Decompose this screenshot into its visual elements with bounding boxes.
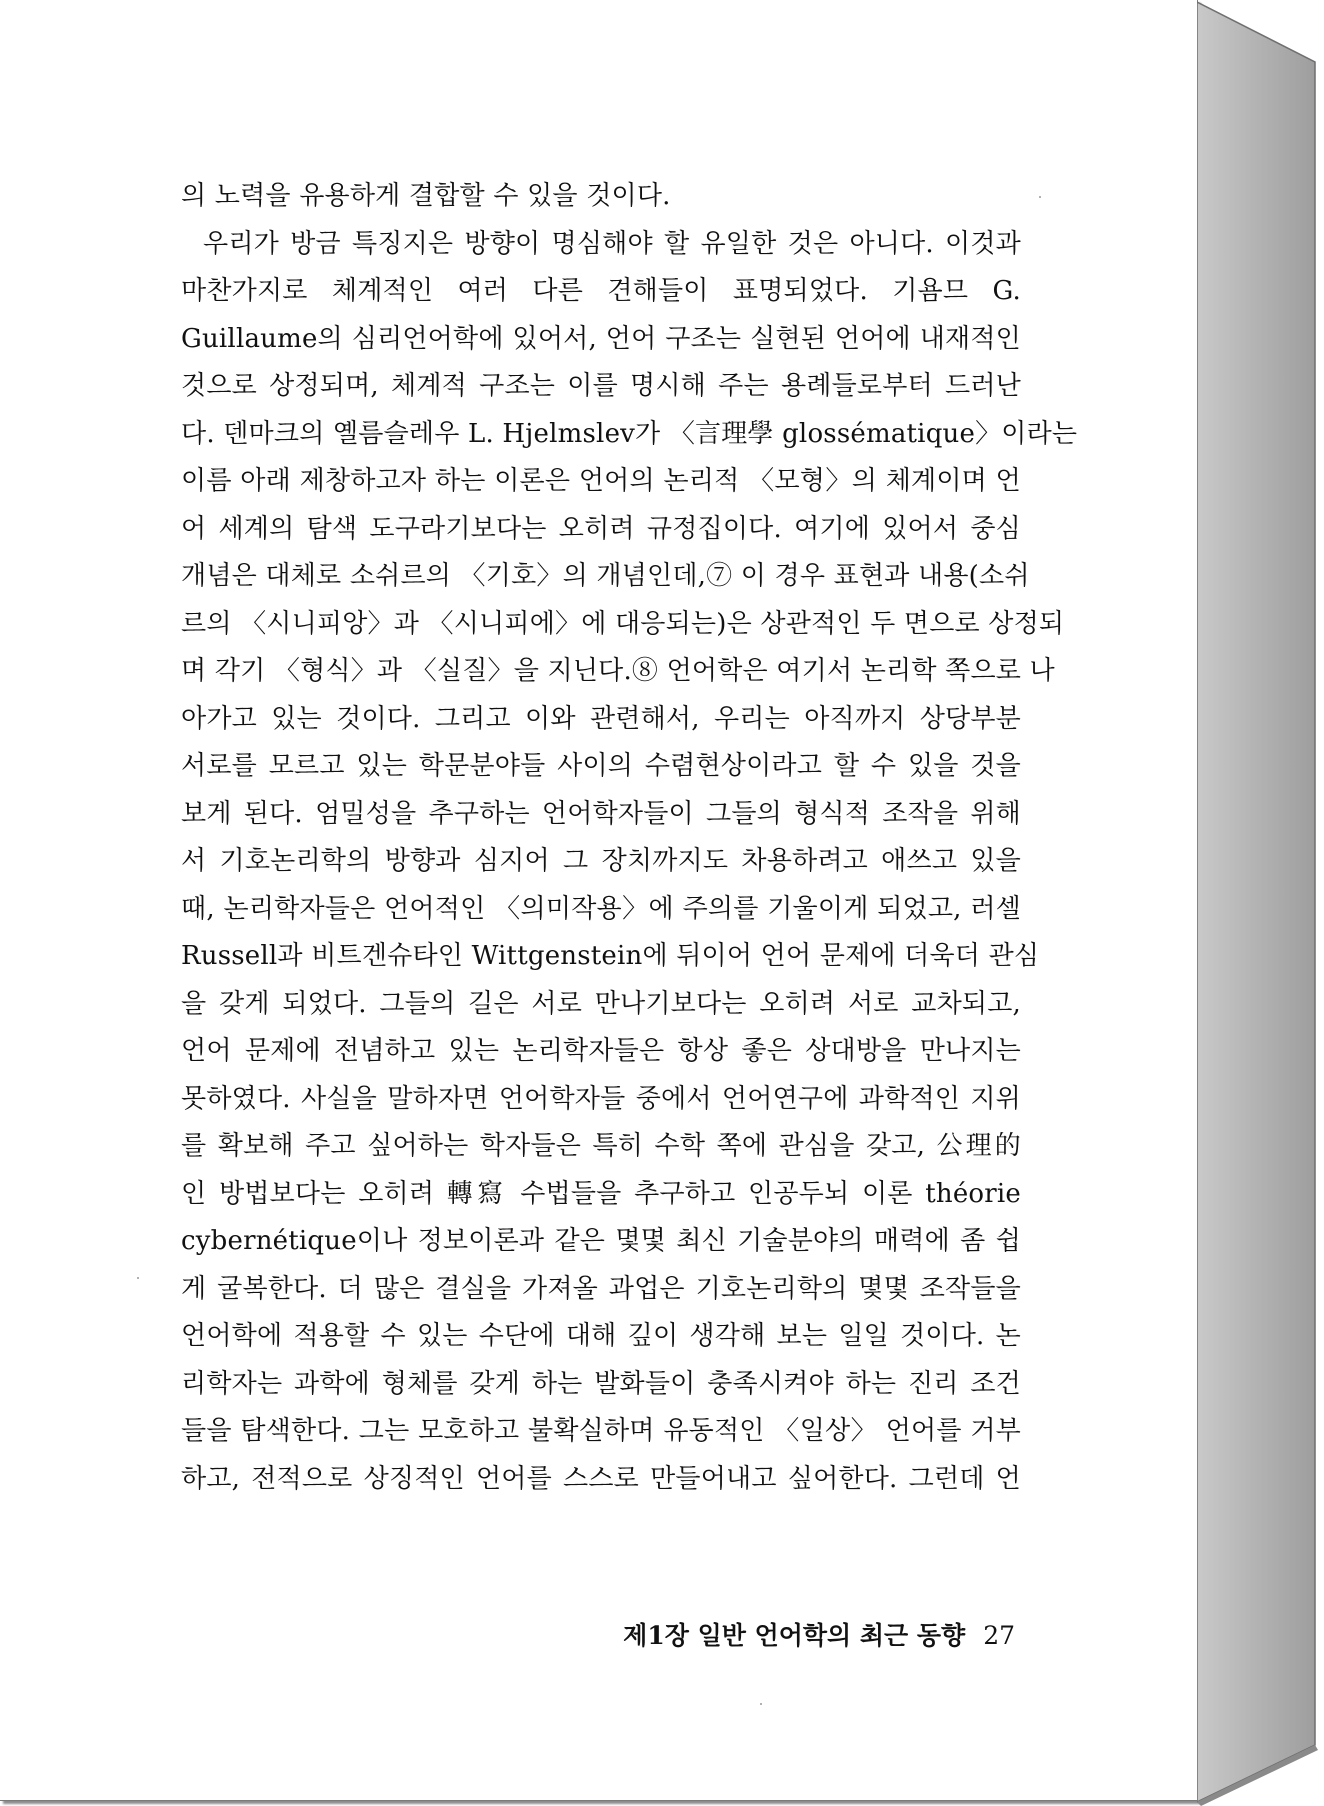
text-line: 어 세계의 탐색 도구라기보다는 오히려 규정집이다. 여기에 있어서 중심 xyxy=(181,513,1021,544)
text-line: 서로를 모르고 있는 학문분야들 사이의 수렴현상이라고 할 수 있을 것을 xyxy=(181,751,1021,781)
text-line: 개념은 대체로 소쉬르의 〈기호〉의 개념인데,⑦ 이 경우 표현과 내용(소쉬 xyxy=(181,561,1030,591)
text-line: 게 굴복한다. 더 많은 결실을 가져올 과업은 기호논리학의 몇몇 조작들을 xyxy=(181,1273,1021,1304)
text-line: 하고, 전적으로 상징적인 언어를 스스로 만들어내고 싶어한다. 그런데 언 xyxy=(181,1463,1021,1494)
text-line: 르의 〈시니피앙〉과 〈시니피에〉에 대응되는)은 상관적인 두 면으로 상정되 xyxy=(181,608,1065,639)
body-text xyxy=(181,173,1078,1503)
text-line: 언어학에 적용할 수 있는 수단에 대해 깊이 생각해 보는 일일 것이다. 논 xyxy=(181,1321,1021,1351)
text-line: 보게 된다. 엄밀성을 추구하는 언어학자들이 그들의 형식적 조작을 위해 xyxy=(181,798,1021,829)
text-line: cybernétique이나 정보이론과 같은 몇몇 최신 기술분야의 매력에 좀 쉽 xyxy=(181,1226,1021,1256)
text-line: 언어 문제에 전념하고 있는 논리학자들은 항상 좋은 상대방을 만나지는 xyxy=(181,1036,1021,1066)
scan-speck xyxy=(137,1277,139,1279)
scan-speck xyxy=(1039,196,1041,198)
text-line: 서 기호논리학의 방향과 심지어 그 장치까지도 차용하려고 애쓰고 있을 xyxy=(181,846,1021,876)
page-footer xyxy=(585,1616,1015,1656)
text-line: 마찬가지로 체계적인 여러 다른 견해들이 표명되었다. 기욤므 G. xyxy=(181,276,1021,306)
text-line: 의 노력을 유용하게 결합할 수 있을 것이다. xyxy=(181,181,671,211)
text-line: 을 갖게 되었다. 그들의 길은 서로 만나기보다는 오히려 서로 교차되고, xyxy=(181,988,1021,1019)
text-line: 다. 덴마크의 옐름슬레우 L. Hjelmslev가 〈言理學 glossématique〉이라는 xyxy=(181,418,1078,449)
text-line: Guillaume의 심리언어학에 있어서, 언어 구조는 실현된 언어에 내재적인 xyxy=(181,323,1021,354)
text-line: 아가고 있는 것이다. 그리고 이와 관련해서, 우리는 아직까지 상당부분 xyxy=(181,703,1021,734)
text-line: Russell과 비트겐슈타인 Wittgenstein에 뒤이어 언어 문제에 더욱더 관심 xyxy=(181,941,1040,971)
text-line: 이름 아래 제창하고자 하는 이론은 언어의 논리적 〈모형〉의 체계이며 언 xyxy=(181,466,1021,496)
text-line: 며 각기 〈형식〉과 〈실질〉을 지닌다.⑧ 언어학은 여기서 논리학 쪽으로 나 xyxy=(181,656,1055,686)
page-number: 27 xyxy=(983,1621,1015,1650)
text-line: 우리가 방금 특징지은 방향이 명심해야 할 유일한 것은 아니다. 이것과 xyxy=(203,228,1021,259)
scan-speck xyxy=(760,1703,762,1705)
text-line: 못하였다. 사실을 말하자면 언어학자들 중에서 언어연구에 과학적인 지위 xyxy=(181,1083,1021,1114)
chapter-title: 제1장 일반 언어학의 최근 동향 xyxy=(623,1621,966,1650)
text-line: 때, 논리학자들은 언어적인 〈의미작용〉에 주의를 기울이게 되었고, 러셀 xyxy=(181,893,1021,924)
text-line: 들을 탐색한다. 그는 모호하고 불확실하며 유동적인 〈일상〉 언어를 거부 xyxy=(181,1416,1021,1446)
text-line: 리학자는 과학에 형체를 갖게 하는 발화들이 충족시켜야 하는 진리 조건 xyxy=(181,1368,1021,1399)
text-line: 것으로 상정되며, 체계적 구조는 이를 명시해 주는 용례들로부터 드러난 xyxy=(181,371,1021,401)
text-line: 인 방법보다는 오히려 轉寫 수법들을 추구하고 인공두뇌 이론 théorie xyxy=(181,1178,1021,1209)
text-line: 를 확보해 주고 싶어하는 학자들은 특히 수학 쪽에 관심을 갖고, 公理的 xyxy=(181,1131,1021,1161)
book-spine-edge xyxy=(1197,0,1324,1806)
